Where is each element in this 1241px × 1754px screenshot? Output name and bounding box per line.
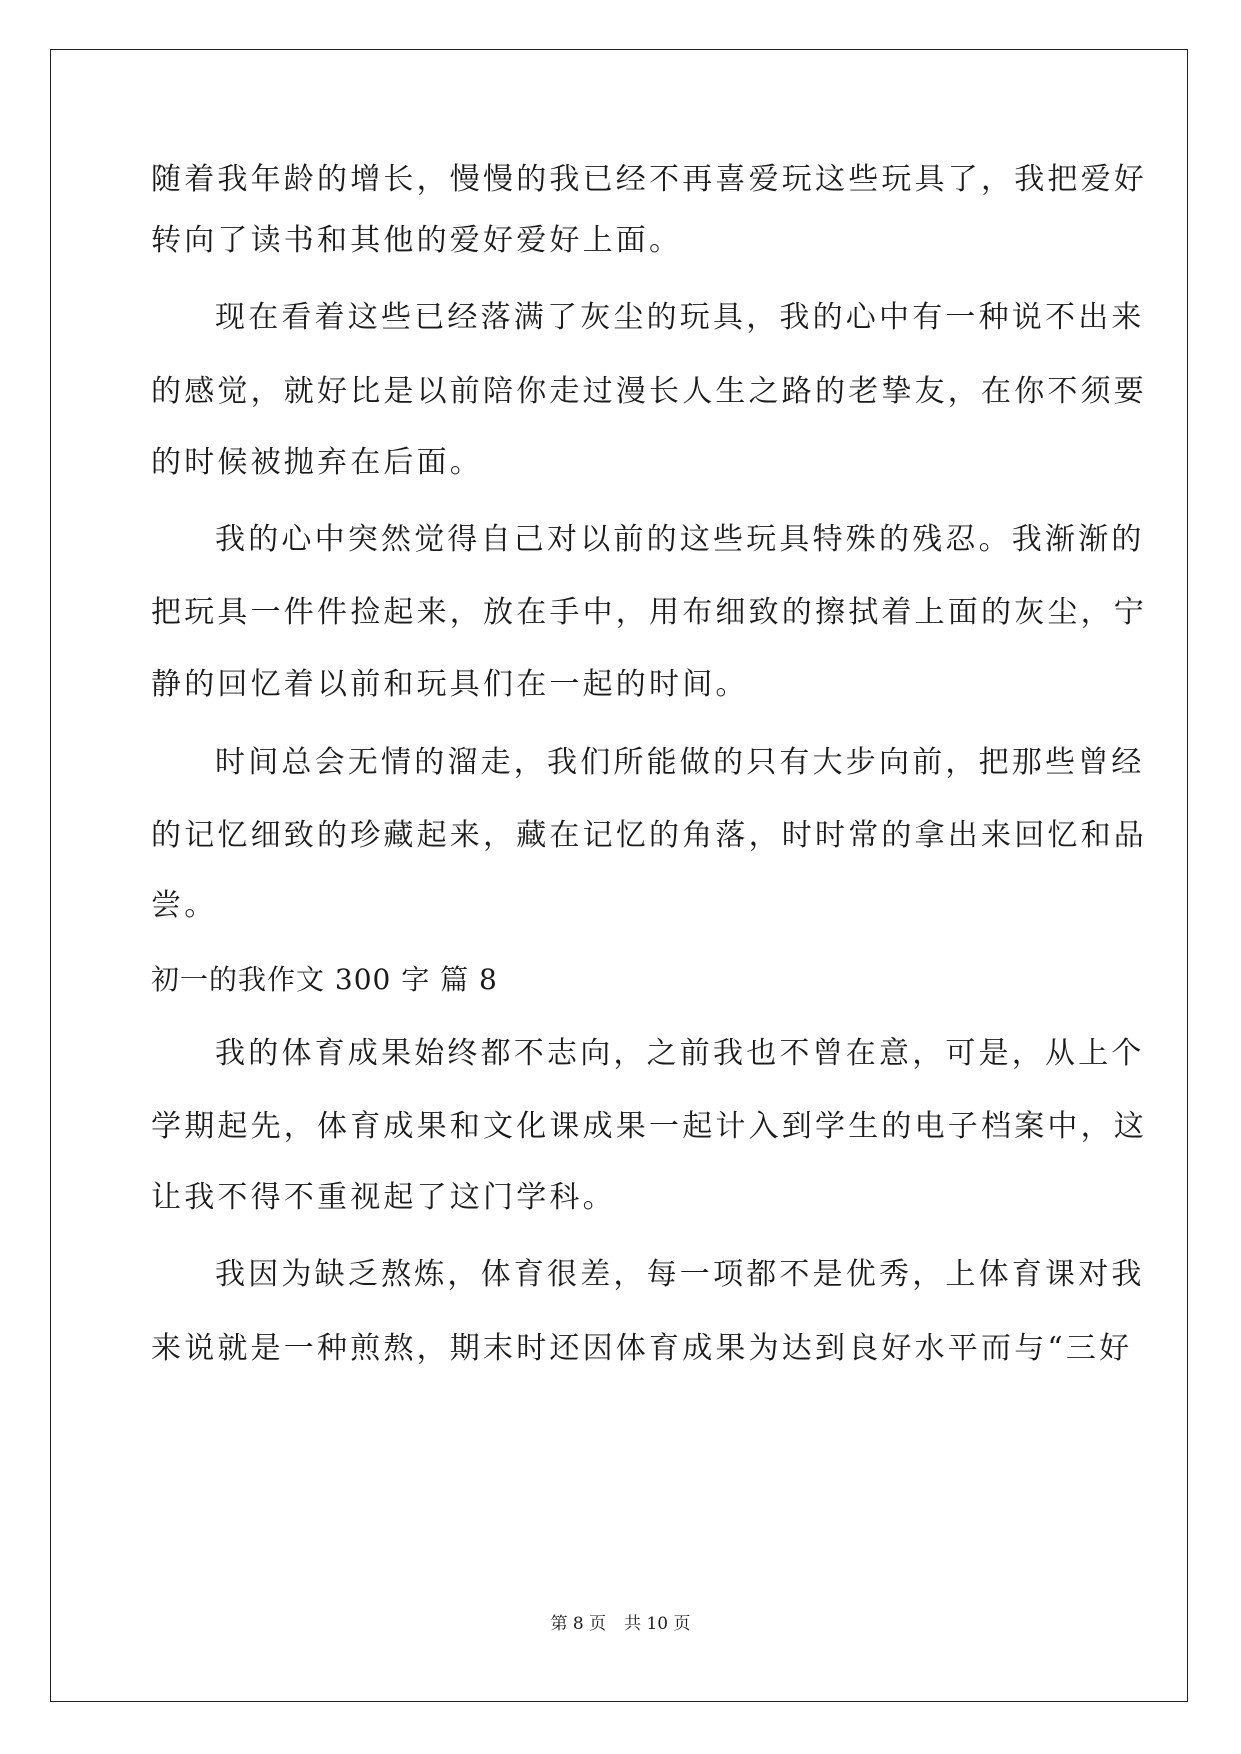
page-border <box>50 49 1188 1702</box>
text-line: 时间总会无情的溜走，我们所能做的只有大步向前，把那些曾经 <box>215 745 1145 780</box>
text-line: 我的心中突然觉得自己对以前的这些玩具特殊的残忍。我渐渐的 <box>215 522 1145 557</box>
text-line: 转向了读书和其他的爱好爱好上面。 <box>151 223 683 258</box>
text-line: 学期起先，体育成果和文化课成果一起计入到学生的电子档案中，这 <box>151 1109 1147 1144</box>
text-line: 让我不得不重视起了这门学科。 <box>151 1180 616 1215</box>
text-line: 现在看着这些已经落满了灰尘的玩具，我的心中有一种说不出来 <box>215 300 1145 335</box>
text-line: 我因为缺乏熬炼，体育很差，每一项都不是优秀，上体育课对我 <box>215 1257 1145 1292</box>
text-line: 随着我年龄的增长，慢慢的我已经不再喜爱玩这些玩具了，我把爱好 <box>151 162 1147 197</box>
text-line: 我的体育成果始终都不志向，之前我也不曾在意，可是，从上个 <box>215 1036 1145 1071</box>
page-footer <box>0 1612 1241 1636</box>
page-number: 第 8 页 <box>550 1614 607 1634</box>
text-line: 的感觉，就好比是以前陪你走过漫长人生之路的老挚友，在你不须要 <box>151 374 1147 409</box>
page-total: 共 10 页 <box>624 1614 691 1634</box>
text-line: 静的回忆着以前和玩具们在一起的时间。 <box>151 667 749 702</box>
text-line: 来说就是一种煎熬，期末时还因体育成果为达到良好水平而与“三好 <box>151 1331 1133 1366</box>
text-line: 尝。 <box>151 888 218 923</box>
section-heading: 初一的我作文 300 字 篇 8 <box>151 963 498 996</box>
text-line: 的记忆细致的珍藏起来，藏在记忆的角落，时时常的拿出来回忆和品 <box>151 818 1147 853</box>
text-line: 把玩具一件件捡起来，放在手中，用布细致的擦拭着上面的灰尘，宁 <box>151 595 1147 630</box>
text-line: 的时候被抛弃在后面。 <box>151 445 483 480</box>
